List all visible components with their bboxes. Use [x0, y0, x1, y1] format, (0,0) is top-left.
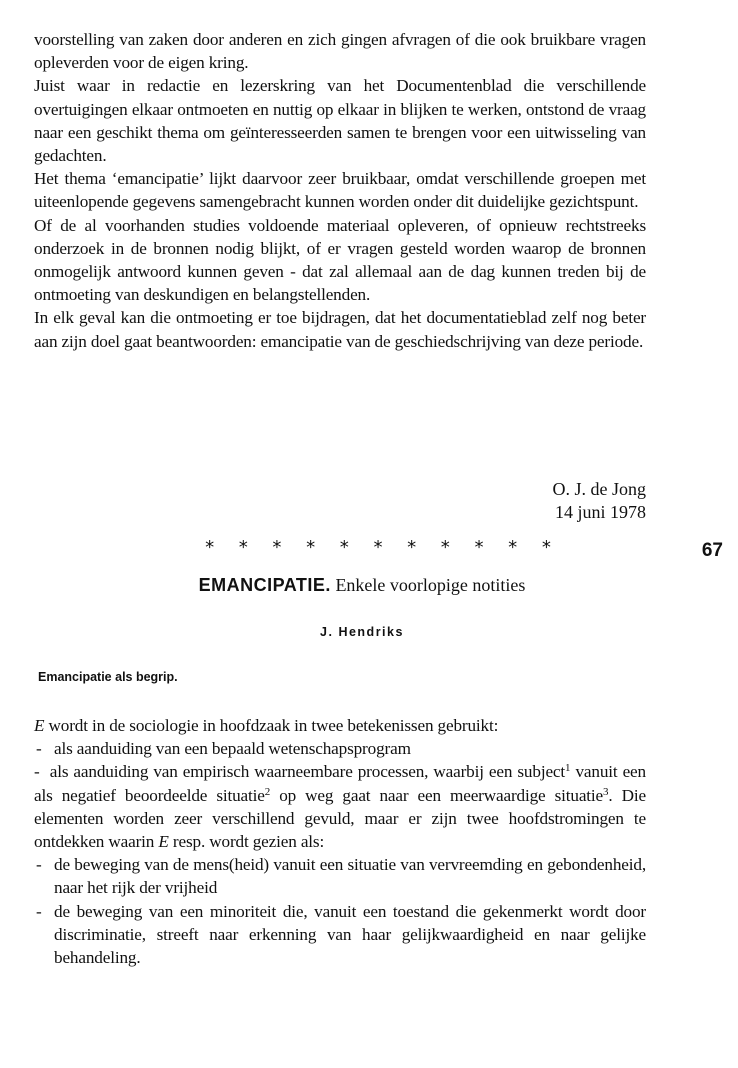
movement-item-2	[34, 900, 646, 970]
intro-paragraph-2: Juist waar in redactie en lezerskring van het Documentenblad die verschillende overtuigingen elkaar ontmoeten en nuttig op elkaar in blijken te werken, ontstond de vraag naar een geschikt thema om geïnteresseerden samen te brengen voor een uitwisseling van gedachten.	[34, 76, 646, 166]
movement-item-2-text: de beweging van een minoriteit die, vanuit een toestand die gekenmerkt wordt door discriminatie, streeft naar erkenning van haar gelijkwaardigheid en naar gelijke behandeling.	[54, 901, 646, 968]
dash-marker: -	[36, 855, 42, 875]
signature	[553, 478, 647, 524]
article-body	[34, 714, 646, 969]
signature-name: O. J. de Jong	[552, 479, 646, 499]
intro-text	[34, 28, 646, 353]
signature-date: 14 juni 1978	[554, 502, 646, 522]
footnote-ref-3: 3	[603, 785, 609, 798]
definition-item-1-text: als aanduiding van een bepaald wetenschapsprogram	[54, 739, 411, 759]
item2-part-e: resp. wordt gezien als:	[168, 832, 325, 852]
e-symbol: E	[34, 716, 45, 735]
item2-part-d: . Die elementen worden zeer verschillend gevuld, maar er zijn twee hoofdstromingen te ontdekken waarin	[34, 785, 646, 852]
page-number: 67	[701, 540, 723, 561]
dash-marker: -	[36, 739, 42, 759]
movement-item-1	[34, 853, 646, 899]
item2-part-b: vanuit een als negatief beoordeelde situatie	[34, 762, 646, 805]
definition-item-2	[34, 760, 646, 853]
section-heading: Emancipatie als begrip.	[38, 670, 178, 684]
article-title	[0, 575, 738, 596]
intro-paragraph-3: Het thema ‘emancipatie’ lijkt daarvoor zeer bruikbaar, omdat verschillende groepen met uiteenlopende gegevens samengebracht kunnen worden onder dit duidelijke gezichtspunt.	[34, 169, 646, 212]
section-separator: * * * * * * * * * * *	[204, 537, 558, 558]
item2-part-a: als aanduiding van empirisch waarneembare processen, waarbij een subject	[49, 762, 566, 782]
footnote-ref-1: 1	[565, 762, 571, 775]
body-intro-rest: wordt in de sociologie in hoofdzaak in twee betekenissen gebruikt:	[44, 716, 499, 735]
movement-item-1-text: de beweging van de mens(heid) vanuit een situatie van vervreemding en gebondenheid, naar het rijk der vrijheid	[54, 855, 646, 898]
definition-item-1	[34, 737, 646, 760]
intro-paragraph-1: voorstelling van zaken door anderen en zich gingen afvragen of die ook bruikbare vragen opleverden voor de eigen kring.	[34, 30, 646, 73]
dash-marker: -	[34, 762, 40, 782]
dash-marker: -	[36, 901, 42, 921]
article-title-rest: Enkele voorlopige notities	[330, 575, 526, 595]
intro-paragraph-5: In elk geval kan die ontmoeting er toe bijdragen, dat het documentatieblad zelf nog beter aan zijn doel gaat beantwoorden: emancipatie van de geschiedschrijving van deze periode.	[34, 308, 646, 351]
footnote-ref-2: 2	[264, 785, 271, 798]
article-title-caps: EMANCIPATIE.	[198, 575, 331, 595]
article-author: J. Hendriks	[320, 625, 404, 639]
intro-paragraph-4: Of de al voorhanden studies voldoende materiaal opleveren, of opnieuw rechtstreeks onderzoek in de bronnen nodig blijkt, of er vragen gesteld worden waarop de bronnen onmogelijk antwoord kunnen geven - dat zal allemaal aan de dag kunnen treden bij de ontmoeting van deskundigen en belangstellenden.	[34, 215, 646, 305]
e-symbol: E	[158, 832, 169, 852]
body-intro	[34, 714, 646, 737]
item2-part-c: op weg gaat naar een meerwaardige situatie	[270, 785, 604, 805]
